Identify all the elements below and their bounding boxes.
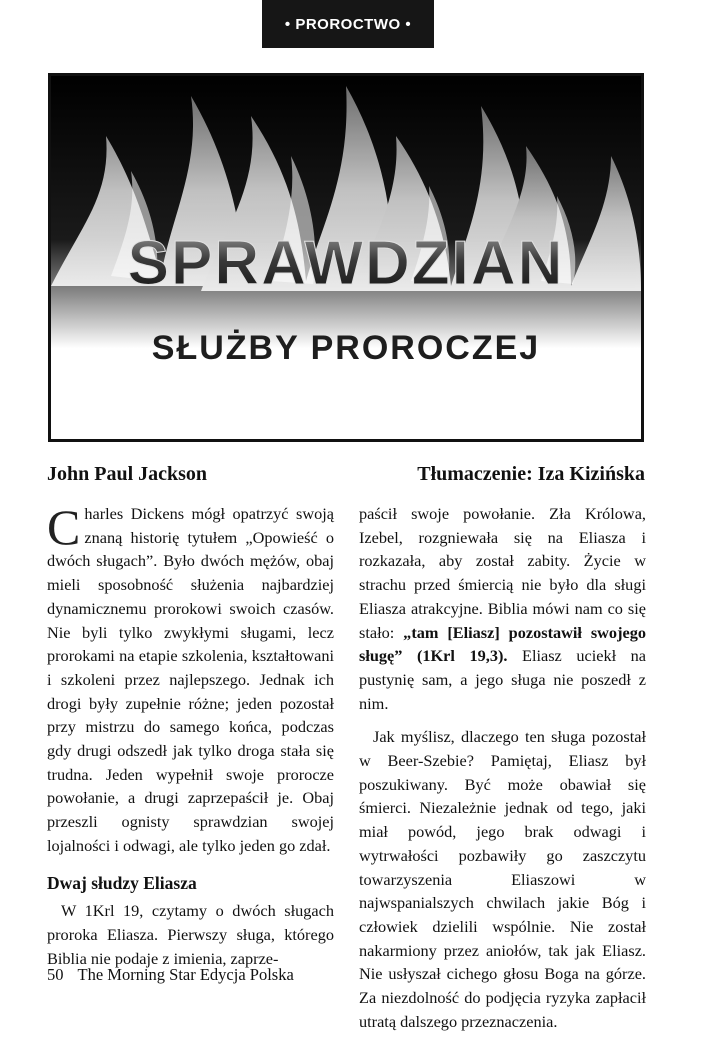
author-byline: John Paul Jackson [47, 463, 208, 485]
banner-subtitle: SŁUŻBY PROROCZEJ [151, 329, 541, 367]
paragraph-text: paścił swoje powołanie. Zła Królowa, Izebel, rozgniewała się na Eliasza i rozkazała, aby został zabity. Życie w strachu przed śmiercią nie było dla sługi Eliasza atrakcyjne. Biblia mówi nam co się stało: [359, 504, 646, 642]
paragraph [359, 502, 646, 715]
publication-name: The Morning Star Edycja Polska [77, 965, 294, 984]
paragraph: Jak myślisz, dlaczego ten sługa pozostał w Beer-Szebie? Pamiętaj, Eliasz był poszukiwany. Być może obawiał się śmierci. Niezależnie jednak od tego, jaki miał powód, jego brak odwagi i wytrwałości pozbawiły go zaszczytu towarzyszenia Eliaszowi w najwspanialszych chwilach jakie Bóg i człowiek dzielili wspólnie. Nie został nakarmiony przez aniołów, tak jak Eliasz. Nie usłyszał cichego głosu Boga na górze. Za niezdolność do podjęcia ryzyka zapłacił utratą dalszego przeznaczenia. [359, 727, 646, 1031]
banner-title: SPRAWDZIAN [127, 229, 565, 298]
left-column [47, 499, 334, 980]
right-column [359, 502, 646, 1043]
title-banner [48, 73, 644, 442]
flame-illustration [51, 76, 641, 439]
drop-cap: C [47, 499, 81, 555]
paragraph-text: Eliasz uciekł na pustynię sam, a jego sługa nie poszedł z nim. [359, 646, 647, 713]
translator-byline: Tłumaczenie: Iza Kizińska [417, 463, 645, 485]
intro-paragraph [47, 499, 334, 858]
page-number: 50 [47, 965, 64, 984]
scripture-quote: „tam [Eliasz] pozostawił swojego sługę” (1Krl 19,3). [359, 622, 647, 666]
intro-text: harles Dickens mógł opatrzyć swoją znaną historię tytułem „Opowieść o dwóch sługach”. Było dwóch mężów, obaj mieli sposobność służenia najbardziej dynamicznemu prorokowi swoich czasów. Nie byli tylko zwykłymi sługami, lecz prorokami na etapie szkolenia, kształtowani i szkoleni przez najlepszego. Jednak ich drogi były zupełnie różne; jeden pozostał przy mistrzu do samego końca, podczas gdy drugi odszedł jak tylko droga stała się trudna. Jeden wypełnił swoje prorocze powołanie, a drugi zaprzepaścił je. Obaj przeszli ognisty sprawdzian swojej lojalności i odwagi, ale tylko jeden go zdał. [47, 504, 334, 855]
paragraph: W 1Krl 19, czytamy o dwóch sługach proroka Eliasza. Pierwszy sługa, którego Biblia nie podaje z imienia, zaprze- [47, 901, 334, 968]
subheading: Dwaj słudzy Eliasza [47, 872, 197, 893]
section-label: • PROROCTWO • [262, 0, 434, 48]
page-footer [47, 965, 294, 985]
